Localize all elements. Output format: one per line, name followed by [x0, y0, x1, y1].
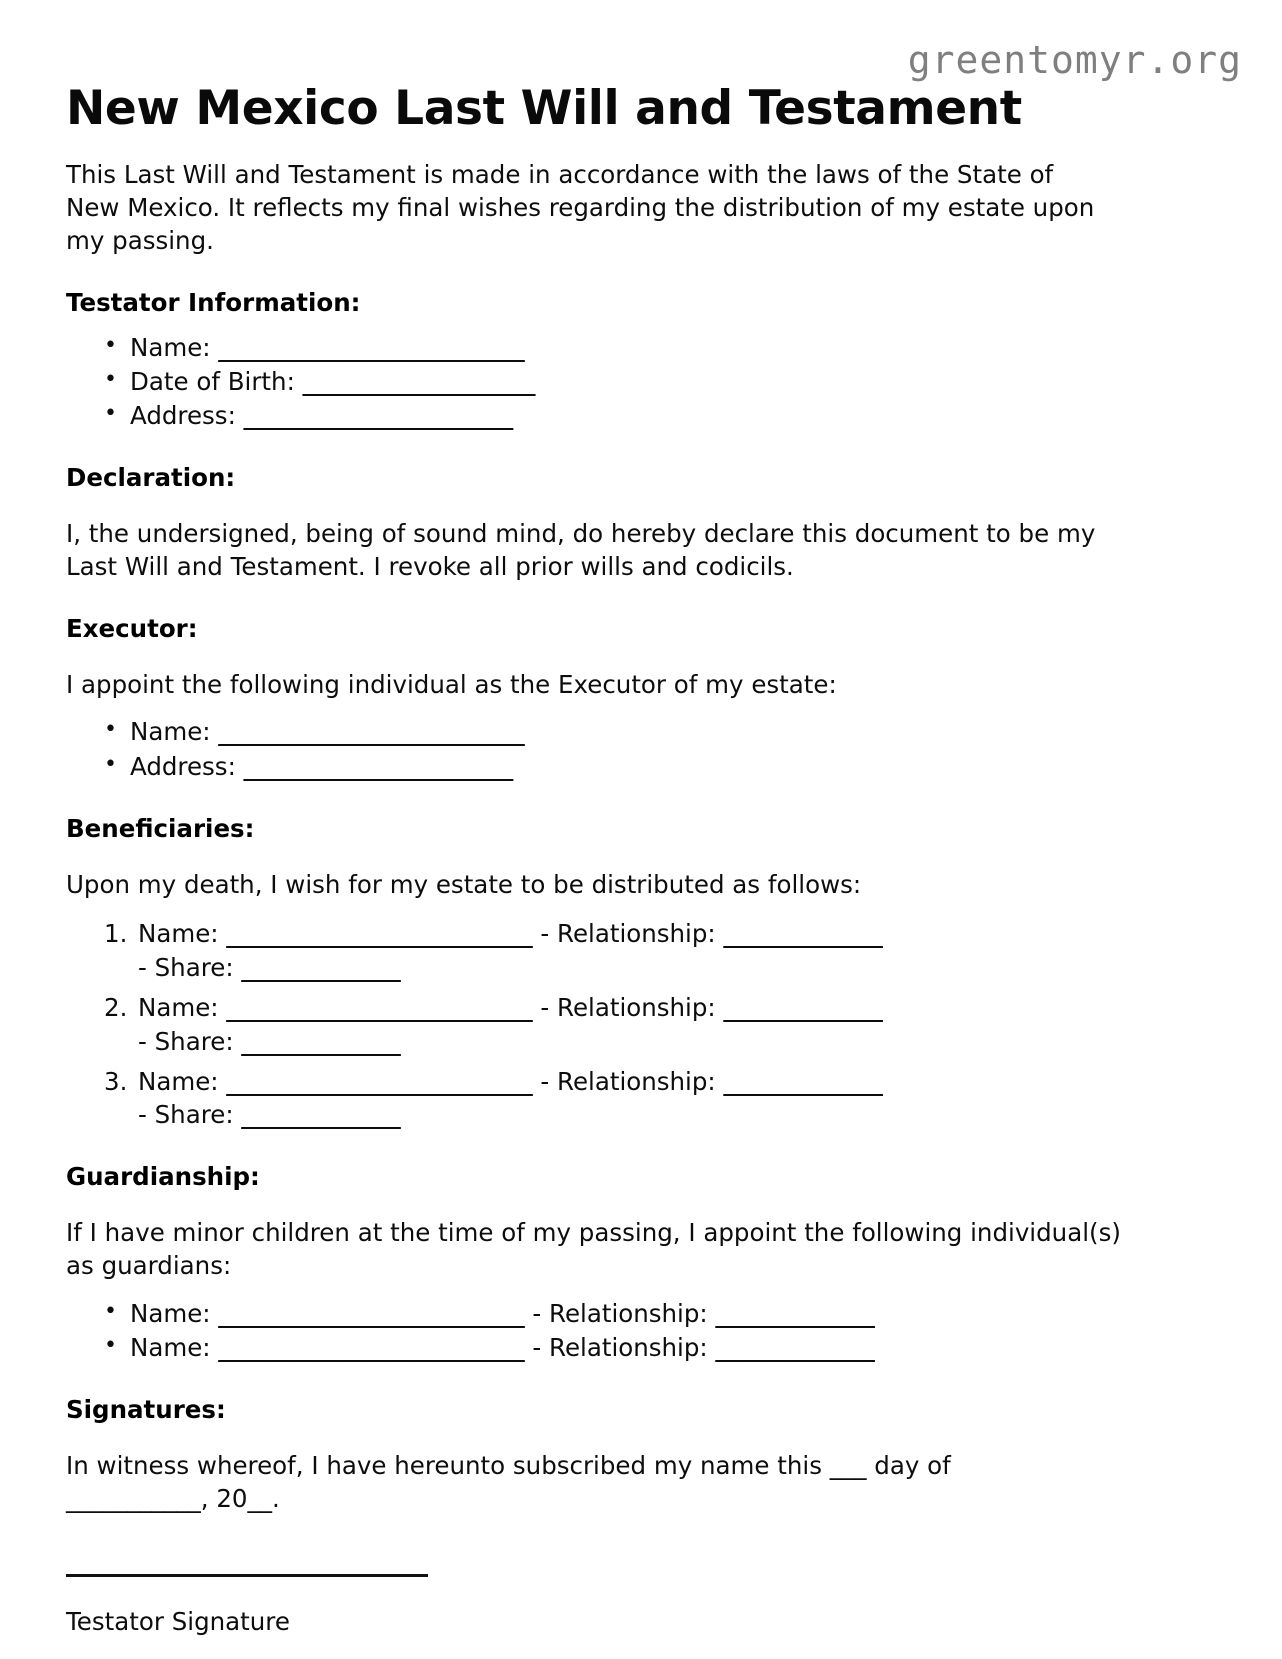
- signatures-heading: Signatures:: [66, 1394, 226, 1424]
- field-blank[interactable]: _____________: [241, 1100, 401, 1130]
- guardianship-field-list: [66, 1297, 1148, 1365]
- list-item: [104, 365, 1148, 399]
- field-label: Name:: [130, 332, 211, 362]
- list-item: [104, 399, 1148, 433]
- field-blank[interactable]: ___________________: [302, 366, 536, 396]
- list-item: [104, 991, 1148, 1059]
- field-label: Date of Birth:: [130, 366, 295, 396]
- declaration-paragraph: I, the undersigned, being of sound mind, do hereby declare this document to be my Last Will and Testament. I revoke all prior wills and codicils.: [66, 518, 1096, 581]
- beneficiaries-heading: Beneficiaries:: [66, 813, 255, 843]
- field-label: - Share:: [138, 1026, 234, 1056]
- field-label: - Relationship:: [532, 1298, 708, 1328]
- list-item: [104, 331, 1148, 365]
- signatures-paragraph: In witness whereof, I have hereunto subscribed my name this ___ day of ___________, 20__.: [66, 1450, 951, 1513]
- site-watermark: greentomyr.org: [907, 38, 1242, 82]
- beneficiaries-list: [66, 917, 1148, 1132]
- field-label: Name:: [138, 992, 219, 1022]
- field-blank[interactable]: _________________________: [218, 717, 525, 747]
- field-blank[interactable]: _____________: [723, 1066, 883, 1096]
- field-blank[interactable]: ______________________: [243, 400, 514, 430]
- signature-label: Testator Signature: [66, 1606, 290, 1636]
- executor-heading: Executor:: [66, 613, 198, 643]
- guardianship-heading: Guardianship:: [66, 1162, 260, 1192]
- field-label: Address:: [130, 400, 236, 430]
- signature-line[interactable]: [66, 1574, 428, 1577]
- field-blank[interactable]: ______________________: [243, 751, 514, 781]
- field-label: - Share:: [138, 1100, 234, 1130]
- field-label: Name:: [130, 717, 211, 747]
- executor-paragraph: I appoint the following individual as the Executor of my estate:: [66, 669, 837, 699]
- page-title: New Mexico Last Will and Testament: [66, 81, 1022, 136]
- field-label: - Relationship:: [540, 919, 716, 949]
- declaration-heading: Declaration:: [66, 462, 236, 492]
- field-label: Address:: [130, 751, 236, 781]
- field-label: Name:: [130, 1298, 211, 1328]
- field-blank[interactable]: _________________________: [226, 919, 533, 949]
- field-blank[interactable]: _____________: [715, 1298, 875, 1328]
- field-blank[interactable]: _____________: [723, 992, 883, 1022]
- field-label: Name:: [130, 1332, 211, 1362]
- field-blank[interactable]: _____________: [723, 919, 883, 949]
- beneficiaries-paragraph: Upon my death, I wish for my estate to be distributed as follows:: [66, 869, 862, 899]
- field-label: - Share:: [138, 953, 234, 983]
- field-label: - Relationship:: [540, 992, 716, 1022]
- list-item: [104, 1297, 1148, 1331]
- field-blank[interactable]: _________________________: [226, 992, 533, 1022]
- executor-field-list: [66, 715, 1148, 783]
- field-label: Name:: [138, 1066, 219, 1096]
- field-blank[interactable]: _____________: [715, 1332, 875, 1362]
- list-item: [104, 715, 1148, 749]
- field-label: - Relationship:: [540, 1066, 716, 1096]
- testator-information-heading: Testator Information:: [66, 287, 361, 317]
- field-label: - Relationship:: [532, 1332, 708, 1362]
- document-content: [66, 0, 1148, 1636]
- field-blank[interactable]: _________________________: [226, 1066, 533, 1096]
- field-blank[interactable]: _____________: [241, 953, 401, 983]
- list-item: [104, 917, 1148, 985]
- list-item: [104, 1065, 1148, 1133]
- list-item: [104, 750, 1148, 784]
- intro-paragraph: This Last Will and Testament is made in accordance with the laws of the State of New Mexico. It reflects my final wishes regarding the distribution of my estate upon my passing.: [66, 160, 1095, 255]
- field-blank[interactable]: _________________________: [218, 1298, 525, 1328]
- field-blank[interactable]: _________________________: [218, 332, 525, 362]
- field-blank[interactable]: _____________: [241, 1026, 401, 1056]
- testator-field-list: [66, 331, 1148, 433]
- guardianship-paragraph: If I have minor children at the time of my passing, I appoint the following individual(s) as guardians:: [66, 1218, 1121, 1280]
- field-label: Name:: [138, 919, 219, 949]
- field-blank[interactable]: _________________________: [218, 1332, 525, 1362]
- list-item: [104, 1331, 1148, 1365]
